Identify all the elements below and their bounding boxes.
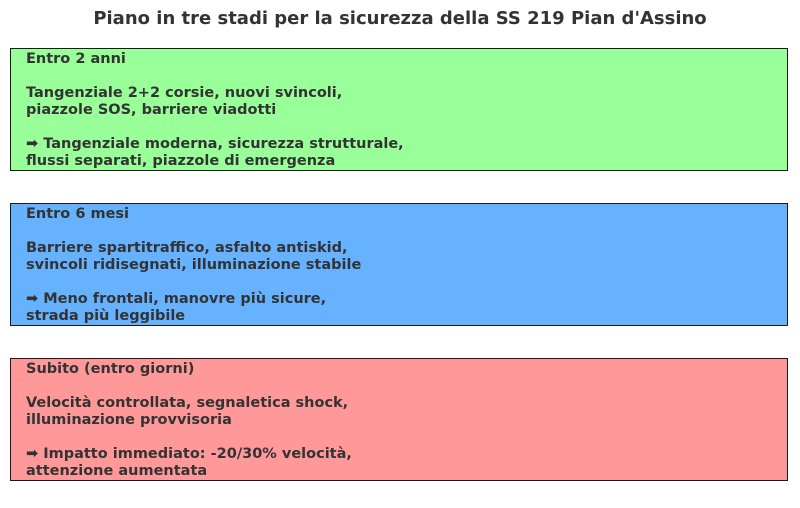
stage-heading: Entro 6 mesi	[26, 206, 130, 222]
stage-result-line: strada più leggibile	[26, 308, 186, 324]
stage-action-line: Barriere spartitraffico, asfalto antiskid,	[26, 240, 348, 256]
stage-result-line: attenzione aumentata	[26, 463, 208, 479]
stage-heading: Entro 2 anni	[26, 51, 126, 67]
stage-box-6-mesi	[10, 203, 788, 326]
stage-box-2-anni	[10, 48, 788, 171]
stage-result-line: flussi separati, piazzole di emergenza	[26, 153, 336, 169]
stage-result-line: ➡ Tangenziale moderna, sicurezza strutturale,	[26, 136, 404, 152]
stage-action-line: Tangenziale 2+2 corsie, nuovi svincoli,	[26, 85, 343, 101]
stage-heading: Subito (entro giorni)	[26, 361, 195, 377]
stage-action-line: svincoli ridisegnati, illuminazione stabile	[26, 257, 362, 273]
diagram-title: Piano in tre stadi per la sicurezza della SS 219 Pian d'Assino	[93, 8, 707, 29]
stage-action-line: illuminazione provvisoria	[26, 412, 232, 428]
stage-result-line: ➡ Meno frontali, manovre più sicure,	[26, 291, 327, 307]
stage-action-line: piazzole SOS, barriere viadotti	[26, 102, 277, 118]
stage-result-line: ➡ Impatto immediato: -20/30% velocità,	[26, 446, 352, 462]
stage-action-line: Velocità controllata, segnaletica shock,	[26, 395, 349, 411]
stage-box-subito	[10, 358, 788, 481]
